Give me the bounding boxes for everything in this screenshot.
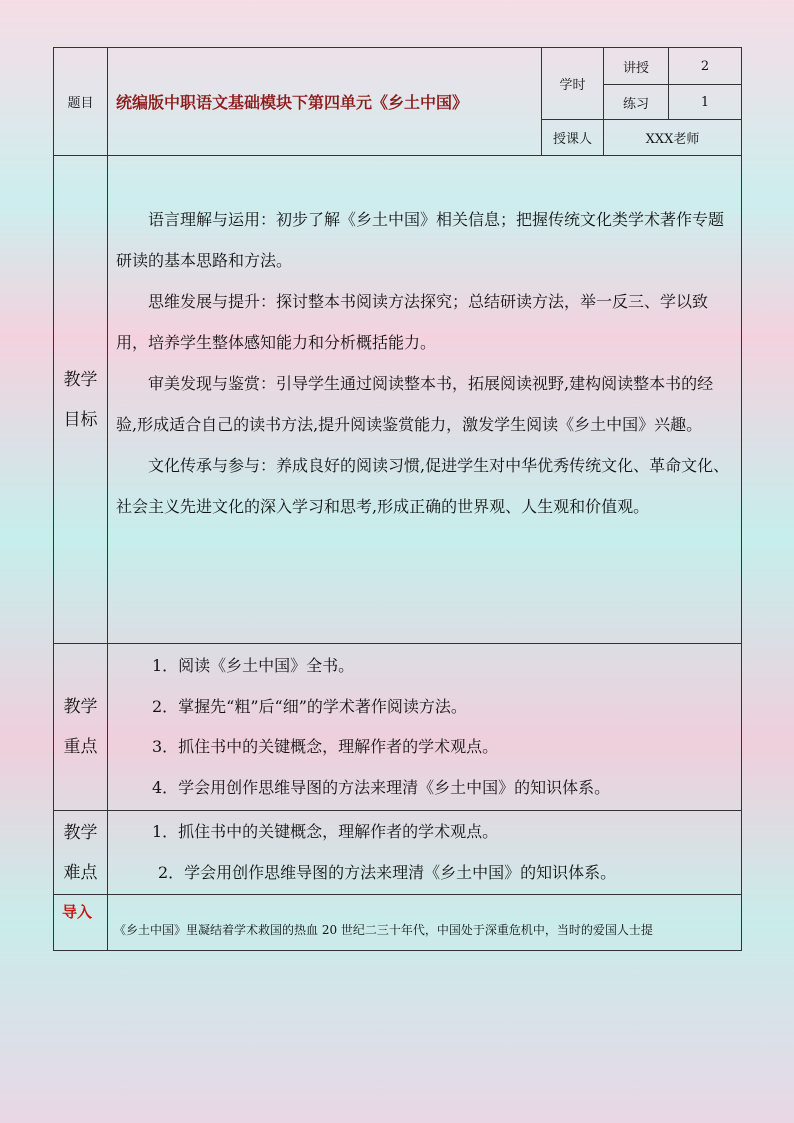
objective-item: 思维发展与提升：探讨整本书阅读方法探究；总结研读方法，举一反三、学以致用，培养学生整体感知能力和分析概括能力。 xyxy=(116,292,709,352)
difficulties-content xyxy=(108,811,742,895)
topic-label: 题目 xyxy=(54,48,108,156)
objective-item: 审美发现与鉴赏：引导学生通过阅读整本书，拓展阅读视野,建构阅读整本书的经验,形成适合自己的读书方法,提升阅读鉴赏能力，激发学生阅读《乡土中国》兴趣。 xyxy=(116,374,714,434)
difficulties-label: 教学 难点 xyxy=(54,811,108,895)
hours-label: 学时 xyxy=(542,48,604,120)
key-point-item: 2．掌握先“粗”后“细”的学术著作阅读方法。 xyxy=(152,696,467,716)
teacher-name: XXX老师 xyxy=(604,120,742,156)
lesson-title: 统编版中职语文基础模块下第四单元《乡土中国》 xyxy=(108,48,542,156)
lesson-plan-table xyxy=(53,47,742,951)
practice-label: 练习 xyxy=(604,85,669,120)
lecture-hours: 2 xyxy=(669,48,742,85)
key-points-content xyxy=(108,644,742,811)
objective-item: 文化传承与参与：养成良好的阅读习惯,促进学生对中华优秀传统文化、革命文化、社会主义先进文化的深入学习和思考,形成正确的世界观、人生观和价值观。 xyxy=(116,456,730,516)
difficulty-item: 2．学会用创作思维导图的方法来理清《乡土中国》的知识体系。 xyxy=(158,862,617,882)
teacher-label: 授课人 xyxy=(542,120,604,156)
key-points-label: 教学 重点 xyxy=(54,644,108,811)
key-point-item: 4．学会用创作思维导图的方法来理清《乡土中国》的知识体系。 xyxy=(152,777,611,797)
key-point-item: 1．阅读《乡土中国》全书。 xyxy=(152,656,355,675)
objectives-label: 教学 目标 xyxy=(54,156,108,644)
intro-text: 《乡土中国》里凝结着学术救国的热血 20 世纪二三十年代，中国处于深重危机中，当时的爱国人士提 xyxy=(108,895,742,951)
key-point-item: 3．抓住书中的关键概念，理解作者的学术观点。 xyxy=(152,737,499,756)
difficulty-item: 1．抓住书中的关键概念，理解作者的学术观点。 xyxy=(152,822,499,841)
objective-item: 语言理解与运用：初步了解《乡土中国》相关信息；把握传统文化类学术著作专题研读的基本思路和方法。 xyxy=(116,210,725,270)
intro-label: 导入 xyxy=(54,895,108,951)
lecture-label: 讲授 xyxy=(604,48,669,85)
objectives-content xyxy=(108,156,742,644)
practice-hours: 1 xyxy=(669,85,742,120)
